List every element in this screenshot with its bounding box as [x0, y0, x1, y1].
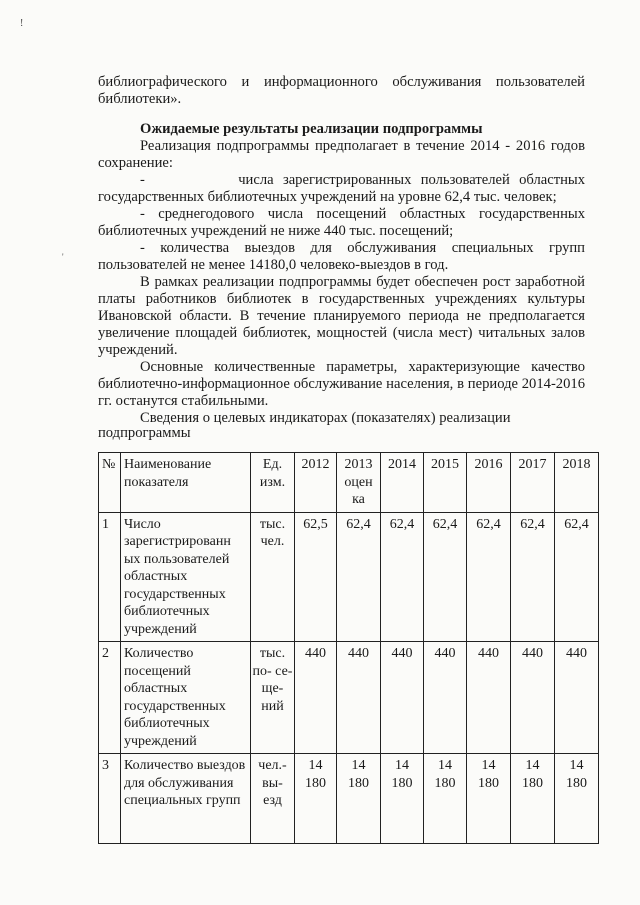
row-num: 3	[99, 754, 121, 844]
row-num: 1	[99, 512, 121, 642]
row-value: 14 180	[381, 754, 424, 844]
row-value: 440	[424, 642, 467, 754]
bullet-1-rest: государственных библиотечных учреждений на уровне 62,4 тыс. человек;	[98, 189, 557, 205]
table-caption-line-2: подпрограммы	[98, 425, 191, 441]
bullet-3-rest: пользователей не менее 14180,0 человеко-выездов в год.	[98, 257, 449, 273]
header-year: 2015	[424, 453, 467, 513]
row-value: 62,4	[467, 512, 511, 642]
row-unit: чел.- вы- езд	[251, 754, 295, 844]
row-value: 14 180	[555, 754, 599, 844]
row-value: 14 180	[295, 754, 337, 844]
table-row	[99, 642, 599, 754]
margin-mark-left: '	[62, 252, 64, 262]
bullet-2-first-line: - среднегодового числа посещений областных государственных	[140, 206, 585, 222]
intro-line-2: библиотеки».	[98, 91, 182, 107]
header-year: 2012	[295, 453, 337, 513]
header-year: 2014	[381, 453, 424, 513]
bullet-1-first-line: - числа зарегистрированных пользователей областных	[140, 172, 585, 188]
row-value: 440	[381, 642, 424, 754]
row-num: 2	[99, 642, 121, 754]
intro-line-1: библиографического и информационного обслуживания пользователей	[98, 74, 585, 90]
section-heading: Ожидаемые результаты реализации подпрограммы	[140, 121, 483, 137]
row-name: Число зарегистрированн ых пользователей областных государственных библиотечных учреждений	[121, 512, 251, 642]
row-name: Количество посещений областных государственных библиотечных учреждений	[121, 642, 251, 754]
row-value: 62,4	[511, 512, 555, 642]
paragraph-parameters: Основные количественные параметры, характеризующие качество библиотечно-информационное обслуживание населения, в периоде 2014-2016 гг. останутся стабильными.	[98, 359, 585, 409]
row-value: 14 180	[511, 754, 555, 844]
row-name: Количество выездов для обслуживания специальных групп	[121, 754, 251, 844]
row-value: 62,4	[381, 512, 424, 642]
bullet-2-rest: библиотечных учреждений не ниже 440 тыс. посещений;	[98, 223, 454, 239]
body-text	[98, 74, 585, 440]
header-unit: Ед. изм.	[251, 453, 295, 513]
paragraph-salary: В рамках реализации подпрограммы будет обеспечен рост заработной платы работников библиотек в государственных учреждениях культуры Ивановской области. В течение планируемого периода не предполагается увеличение площадей библиотек, мощностей (числа мест) читальных залов учреждений.	[98, 274, 585, 358]
row-value: 440	[555, 642, 599, 754]
row-unit: тыс. по- се- ще- ний	[251, 642, 295, 754]
table-row	[99, 754, 599, 844]
header-name: Наименование показателя	[121, 453, 251, 513]
header-year: 2017	[511, 453, 555, 513]
row-value: 14 180	[424, 754, 467, 844]
row-value: 62,4	[337, 512, 381, 642]
header-year: 2016	[467, 453, 511, 513]
bullet-3-first-line: - количества выездов для обслуживания специальных групп	[140, 240, 585, 256]
row-unit: тыс. чел.	[251, 512, 295, 642]
row-value: 440	[511, 642, 555, 754]
header-year: 2018	[555, 453, 599, 513]
paragraph-results-intro: Реализация подпрограммы предполагает в течение 2014 - 2016 годов сохранение:	[98, 138, 585, 171]
table-header-row	[99, 453, 599, 513]
row-value: 14 180	[337, 754, 381, 844]
margin-mark: !	[20, 18, 24, 29]
row-value: 62,4	[555, 512, 599, 642]
row-value: 62,4	[424, 512, 467, 642]
row-value: 440	[467, 642, 511, 754]
row-value: 14 180	[467, 754, 511, 844]
row-value: 440	[337, 642, 381, 754]
row-value: 440	[295, 642, 337, 754]
table-row	[99, 512, 599, 642]
indicators-table	[98, 452, 599, 844]
header-year: 2013 оцен ка	[337, 453, 381, 513]
header-num: №	[99, 453, 121, 513]
table-caption-line-1: Сведения о целевых индикаторах (показателях) реализации	[140, 410, 511, 426]
row-value: 62,5	[295, 512, 337, 642]
